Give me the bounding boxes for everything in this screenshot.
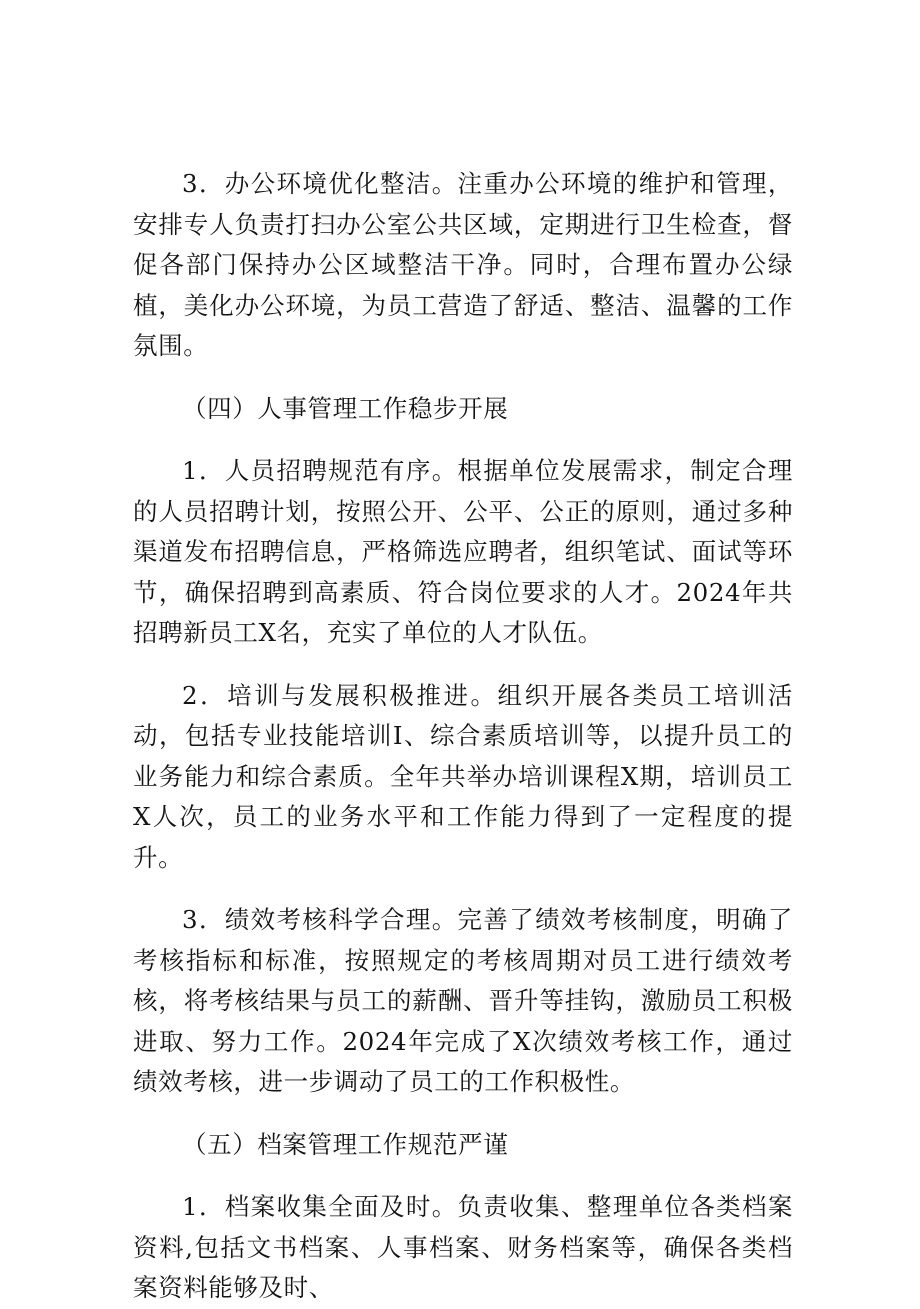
section-heading-archives: （五）档案管理工作规范严谨	[182, 1129, 509, 1159]
document-body	[133, 164, 793, 1309]
paragraph-training: 2．培训与发展积极推进。组织开展各类员工培训活动，包括专业技能培训I、综合素质培训等，以提升员工的业务能力和综合素质。全年共举办培训课程X期，培训员工X人次，员工的业务水平和工作能力得到了一定程度的提升。	[133, 680, 793, 872]
paragraph-performance: 3．绩效考核科学合理。完善了绩效考核制度，明确了考核指标和标准，按照规定的考核周期对员工进行绩效考核，将考核结果与员工的薪酬、晋升等挂钩，激励员工积极进取、努力工作。2024年完成了X次绩效考核工作，通过绩效考核，进一步调动了员工的工作积极性。	[133, 905, 793, 1096]
paragraph-office-environment: 3．办公环境优化整洁。注重办公环境的维护和管理，安排专人负责打扫办公室公共区域，定期进行卫生检查，督促各部门保持办公区域整洁干净。同时，合理布置办公绿植，美化办公环境，为员工营造了舒适、整洁、温馨的工作氛围。	[133, 169, 793, 360]
paragraph-archive-collection: 1．档案收集全面及时。负责收集、整理单位各类档案资料,包括文书档案、人事档案、财务档案等，确保各类档案资料能够及时、	[133, 1192, 793, 1302]
paragraph-recruitment: 1．人员招聘规范有序。根据单位发展需求，制定合理的人员招聘计划，按照公开、公平、公正的原则，通过多种渠道发布招聘信息，严格筛选应聘者，组织笔试、面试等环节，确保招聘到高素质、符合岗位要求的人才。2024年共招聘新员工X名，充实了单位的人才队伍。	[133, 456, 793, 647]
section-heading-personnel: （四）人事管理工作稳步开展	[182, 393, 509, 423]
